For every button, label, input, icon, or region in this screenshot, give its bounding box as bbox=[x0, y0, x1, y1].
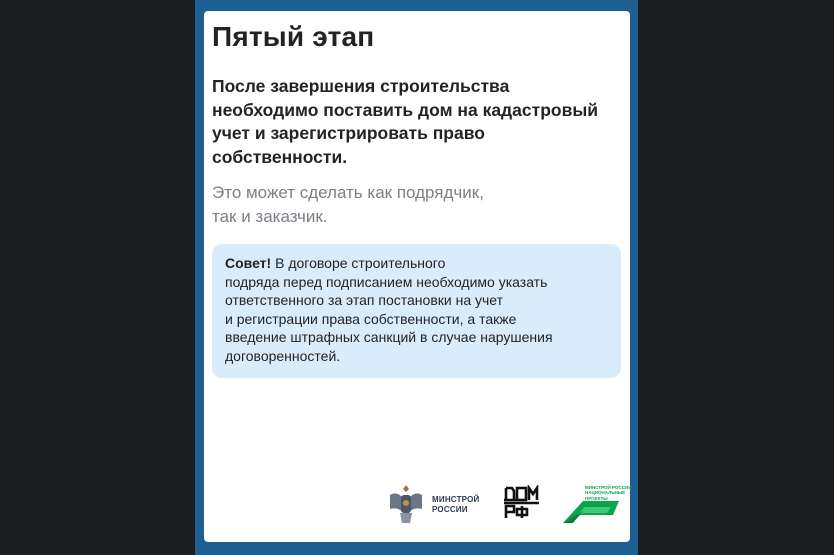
lead-line: учет и зарегистрировать право bbox=[212, 123, 485, 143]
tip-line: договоренностей. bbox=[225, 347, 341, 364]
lead-line: После завершения строительства bbox=[212, 76, 510, 96]
tip-first-text: В договоре строительного bbox=[271, 255, 446, 271]
tip-box bbox=[212, 244, 621, 378]
note-line: так и заказчик. bbox=[212, 206, 328, 226]
eagle-emblem-icon bbox=[386, 481, 426, 527]
minstroy-line: МИНСТРОЙ bbox=[432, 495, 480, 504]
lead-text bbox=[212, 75, 612, 169]
page-title: Пятый этап bbox=[212, 21, 375, 52]
national-projects-text bbox=[585, 485, 631, 507]
partner-logos bbox=[386, 481, 632, 527]
minstroy-logo bbox=[386, 481, 486, 527]
tip-line: ответственного за этап постановки на учет bbox=[225, 292, 504, 308]
lead-line: необходимо поставить дом на кадастровый bbox=[212, 99, 599, 120]
tip-first-line bbox=[225, 254, 607, 273]
tip-line: подряда перед подписанием необходимо указать bbox=[225, 273, 548, 290]
natproj-line: МИНСТРОЙ РОССИИ bbox=[585, 485, 632, 490]
natproj-line: РОССИИ bbox=[585, 501, 605, 507]
minstroy-text bbox=[432, 495, 479, 515]
content-card bbox=[204, 11, 630, 542]
dom-rf-icon bbox=[504, 485, 540, 521]
natproj-line: НАЦИОНАЛЬНЫЕ bbox=[585, 490, 626, 496]
lead-line: собственности. bbox=[212, 146, 348, 167]
note-text bbox=[212, 181, 621, 228]
tip-line: и регистрации права собственности, а также bbox=[225, 310, 517, 327]
national-projects-logo bbox=[561, 481, 632, 525]
tip-label: Совет! bbox=[225, 255, 272, 271]
minstroy-line: РОССИИ bbox=[432, 505, 468, 514]
note-line: Это может сделать как подрядчик, bbox=[212, 183, 484, 202]
dom-rf-logo bbox=[504, 485, 540, 521]
tip-line: введение штрафных санкций в случае нарушения bbox=[225, 329, 553, 345]
natproj-line: ПРОЕКТЫ bbox=[585, 495, 608, 501]
